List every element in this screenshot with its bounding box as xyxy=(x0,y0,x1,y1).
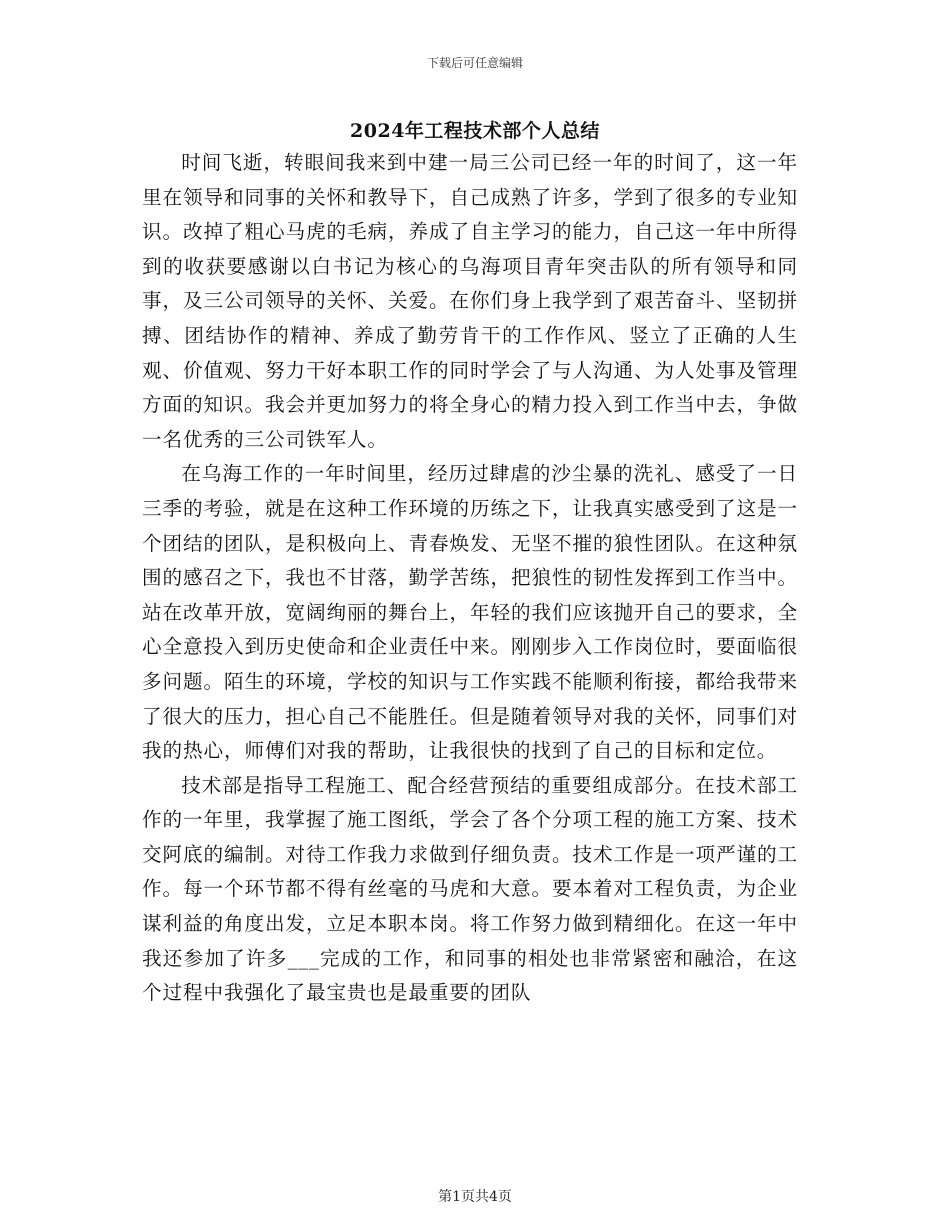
document-body xyxy=(142,146,798,1011)
document-title: 2024年工程技术部个人总结 xyxy=(350,120,600,142)
paragraph-2: 在乌海工作的一年时间里，经历过肆虐的沙尘暴的洗礼、感受了一日三季的考验，就是在这种工作环境的历练之下，让我真实感受到了这是一个团结的团队，是积极向上、青春焕发、无坚不摧的狼性团队。在这种氛围的感召之下，我也不甘落，勤学苦练，把狼性的韧性发挥到工作当中。站在改革开放，宽阔绚丽的舞台上，年轻的我们应该抛开自己的要求，全心全意投入到历史使命和企业责任中来。刚刚步入工作岗位时，要面临很多问题。陌生的环境，学校的知识与工作实践不能顺利衔接，都给我带来了很大的压力，担心自己不能胜任。但是随着领导对我的关怀，同事们对我的热心，师傅们对我的帮助，让我很快的找到了自己的目标和定位。 xyxy=(142,462,798,763)
page-header-note: 下载后可任意编辑 xyxy=(426,56,523,70)
page-number-footer: 第1页共4页 xyxy=(438,1189,512,1205)
paragraph-1: 时间飞逝，转眼间我来到中建一局三公司已经一年的时间了，这一年里在领导和同事的关怀和教导下，自己成熟了许多，学到了很多的专业知识。改掉了粗心马虎的毛病，养成了自主学习的能力，自己这一年中所得到的收获要感谢以白书记为核心的乌海项目青年突击队的所有领导和同事，及三公司领导的关怀、关爱。在你们身上我学到了艰苦奋斗、坚韧拼搏、团结协作的精神、养成了勤劳肯干的工作作风、竖立了正确的人生观、价值观、努力干好本职工作的同时学会了与人沟通、为人处事及管理方面的知识。我会并更加努力的将全身心的精力投入到工作当中去，争做一名优秀的三公司铁军人。 xyxy=(142,151,798,451)
paragraph-3: 技术部是指导工程施工、配合经营预结的重要组成部分。在技术部工作的一年里，我掌握了施工图纸，学会了各个分项工程的施工方案、技术交阿底的编制。对待工作我力求做到仔细负责。技术工作是一项严谨的工作。每一个环节都不得有丝毫的马虎和大意。要本着对工程负责，为企业谋利益的角度出发，立足本职本岗。将工作努力做到精细化。在这一年中我还参加了许多___完成的工作，和同事的相处也非常紧密和融洽，在这个过程中我强化了最宝贵也是最重要的团队 xyxy=(142,773,798,1005)
